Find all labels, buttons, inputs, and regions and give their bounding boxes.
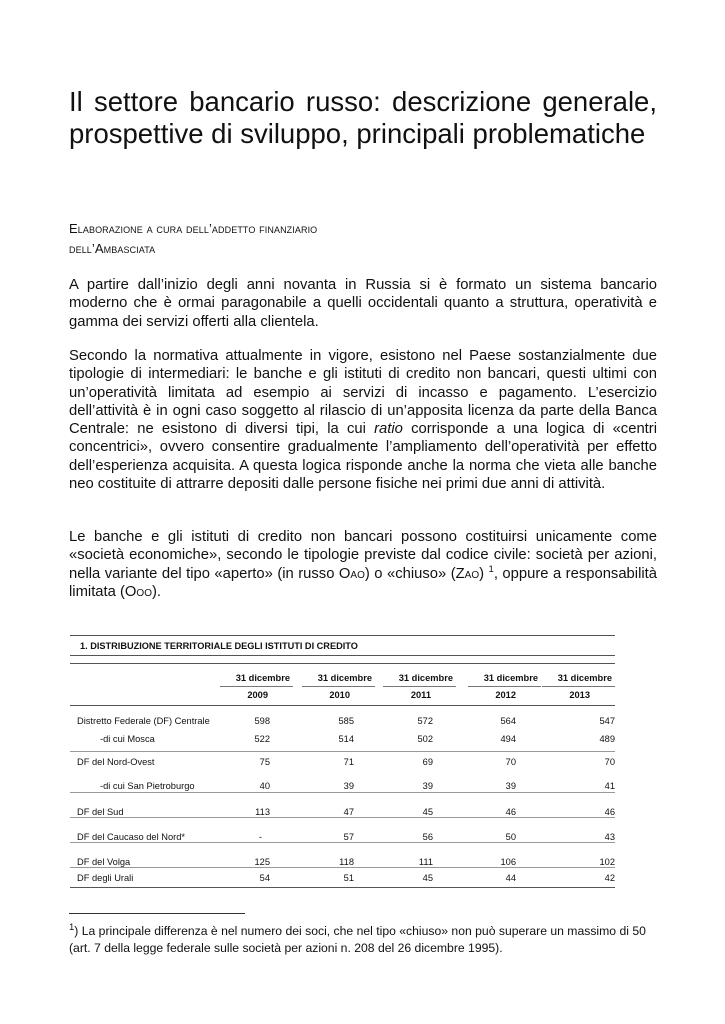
header-underline-4: [468, 686, 541, 687]
cell-2012: 46: [505, 807, 516, 817]
cell-2011: 45: [422, 807, 433, 817]
paragraph-3-text-a: Le banche e gli istituti di credito non bancari possono costituirsi unicamente come «società economiche», secondo le tipologie previste dal codice civile: società per azioni, nella variante del tipo «aperto» (in russo: [69, 529, 657, 582]
cell-2013: 41: [604, 781, 615, 791]
paragraph-2-text-a: Secondo la normativa attualmente in vigore, esistono nel Paese sostanzialmente due tipologie di intermediari: le banche e gli istituti di credito non bancari, questi ultimi con un’operatività limitata ad esempio ai servizi di incasso e pagamento. L’esercizio dell’attività è in ogni caso soggetto al rilascio di un’apposita licenza da parte della Banca Centrale: ne esistono di diversi tipi, la cui: [69, 348, 657, 438]
cell-2009: 40: [259, 781, 270, 791]
footnote-ref[interactable]: 1: [488, 563, 494, 575]
col-header-3-line1: 31 dicembre: [398, 673, 453, 683]
footnote-text: ) La principale differenza è nel numero dei soci, che nel tipo «chiuso» non può superare un massimo di 50 (art. 7 della legge federale sulle società per azioni n. 208 del 26 dicembre 1995).: [69, 924, 646, 955]
header-underline-3: [383, 686, 456, 687]
cell-2013: 43: [604, 832, 615, 842]
cell-2011: 502: [417, 734, 433, 744]
row-divider: [70, 842, 615, 843]
cell-2010: 514: [338, 734, 354, 744]
table-top-rule: [70, 635, 615, 636]
paragraph-3-text-e: ).: [152, 583, 162, 600]
table-caption-rule: [70, 655, 615, 656]
cell-2009: 522: [254, 734, 270, 744]
row-label: -di cui Mosca: [100, 734, 155, 744]
cell-2011: 39: [422, 781, 433, 791]
col-header-2-line1: 31 dicembre: [317, 673, 372, 683]
cell-2010: 47: [343, 807, 354, 817]
row-label: DF degli Urali: [77, 873, 134, 883]
cell-2010: 71: [343, 757, 354, 767]
col-header-5-line1: 31 dicembre: [557, 673, 612, 683]
cell-2011: 69: [422, 757, 433, 767]
footnote-number: 1: [69, 921, 75, 933]
cell-2011: 45: [422, 873, 433, 883]
header-underline-5: [542, 686, 615, 687]
author-line-2: dell’Ambasciata: [69, 241, 156, 256]
col-header-4-line2: 2012: [495, 690, 516, 700]
cell-2013: 70: [604, 757, 615, 767]
table-header-bottom-rule: [70, 705, 615, 706]
cell-2009: 598: [254, 716, 270, 726]
cell-2011: 56: [422, 832, 433, 842]
col-header-1-line2: 2009: [247, 690, 268, 700]
paragraph-3-text-b: ) o «chiuso» (: [364, 565, 456, 582]
footnote: [69, 923, 659, 957]
ratio-term: ratio: [374, 421, 403, 438]
cell-2011: 572: [417, 716, 433, 726]
paragraph-3-text-c: ): [479, 565, 489, 582]
cell-2012: 106: [500, 857, 516, 867]
footnote-separator: [69, 913, 245, 914]
cell-2010: 57: [343, 832, 354, 842]
table-row: [70, 728, 615, 752]
row-label: -di cui San Pietroburgo: [100, 781, 195, 791]
row-divider: [70, 867, 615, 868]
cell-2009: 125: [254, 857, 270, 867]
col-header-5-line2: 2013: [569, 690, 590, 700]
paragraph-3-text-d: , oppure a responsabilità limitata (: [69, 565, 657, 600]
header-underline-1: [220, 686, 293, 687]
cell-2009: 113: [255, 807, 270, 817]
cell-2013: 489: [599, 734, 615, 744]
page-title: Il settore bancario russo: descrizione generale, prospettive di sviluppo, principali problematiche: [69, 86, 657, 149]
paragraph-3: [69, 528, 657, 601]
oao-abbr: Oao: [338, 565, 365, 582]
zao-abbr: Zao: [455, 565, 480, 582]
row-label: DF del Nord-Ovest: [77, 757, 155, 767]
cell-2012: 70: [505, 757, 516, 767]
header-underline-2: [302, 686, 375, 687]
cell-2013: 547: [599, 716, 615, 726]
cell-2010: 585: [338, 716, 354, 726]
col-header-3-line2: 2011: [410, 690, 431, 700]
cell-2011: 111: [418, 857, 433, 867]
row-divider: [70, 751, 615, 752]
row-label: DF del Sud: [77, 807, 124, 817]
row-divider: [70, 817, 615, 818]
table-row: [70, 801, 615, 825]
cell-2012: 50: [505, 832, 516, 842]
cell-2009: 54: [259, 873, 270, 883]
row-label: DF del Volga: [77, 857, 131, 867]
cell-2010: 51: [343, 873, 354, 883]
ooo-abbr: Ooo: [124, 583, 152, 600]
cell-2013: 42: [604, 873, 615, 883]
table-bottom-rule: [70, 887, 615, 888]
row-label: Distretto Federale (DF) Centrale: [77, 716, 210, 726]
cell-2009: 75: [259, 757, 270, 767]
cell-2012: 44: [505, 873, 516, 883]
author-line-1: Elaborazione a cura dell’addetto finanziario: [69, 221, 318, 236]
cell-2012: 39: [505, 781, 516, 791]
cell-2013: 46: [604, 807, 615, 817]
table-row: [70, 751, 615, 775]
table-header-top-rule: [70, 663, 615, 664]
cell-2012: 494: [500, 734, 516, 744]
cell-2012: 564: [500, 716, 516, 726]
paragraph-2-text-b: corrisponde a una logica di «centri concentrici», ovvero consentire gradualmente l’ampliamento dell’operatività per effetto dell’esperienza acquisita. A questa logica risponde anche la norma che vieta alle banche neo costituite di attrarre depositi dalle persone fisiche nei primi due anni di attività.: [69, 421, 657, 493]
table-row: [70, 775, 615, 799]
row-divider: [70, 792, 615, 793]
cell-2009: -: [258, 832, 262, 842]
col-header-4-line1: 31 dicembre: [483, 673, 538, 683]
cell-2010: 39: [343, 781, 354, 791]
table-row: [70, 826, 615, 850]
col-header-2-line2: 2010: [329, 690, 350, 700]
cell-2013: 102: [599, 857, 615, 867]
cell-2010: 118: [339, 857, 354, 867]
col-header-1-line1: 31 dicembre: [235, 673, 290, 683]
paragraph-2: [69, 347, 657, 493]
author-line: [69, 219, 489, 259]
table-caption: 1. DISTRIBUZIONE TERRITORIALE DEGLI ISTITUTI DI CREDITO: [80, 641, 358, 651]
row-label: DF del Caucaso del Nord*: [77, 832, 185, 842]
paragraph-1: A partire dall’inizio degli anni novanta in Russia si è formato un sistema bancario moderno che è ormai paragonabile a quelli occidentali quanto a struttura, operatività e gamma dei servizi offerti alla clientela.: [69, 277, 657, 330]
